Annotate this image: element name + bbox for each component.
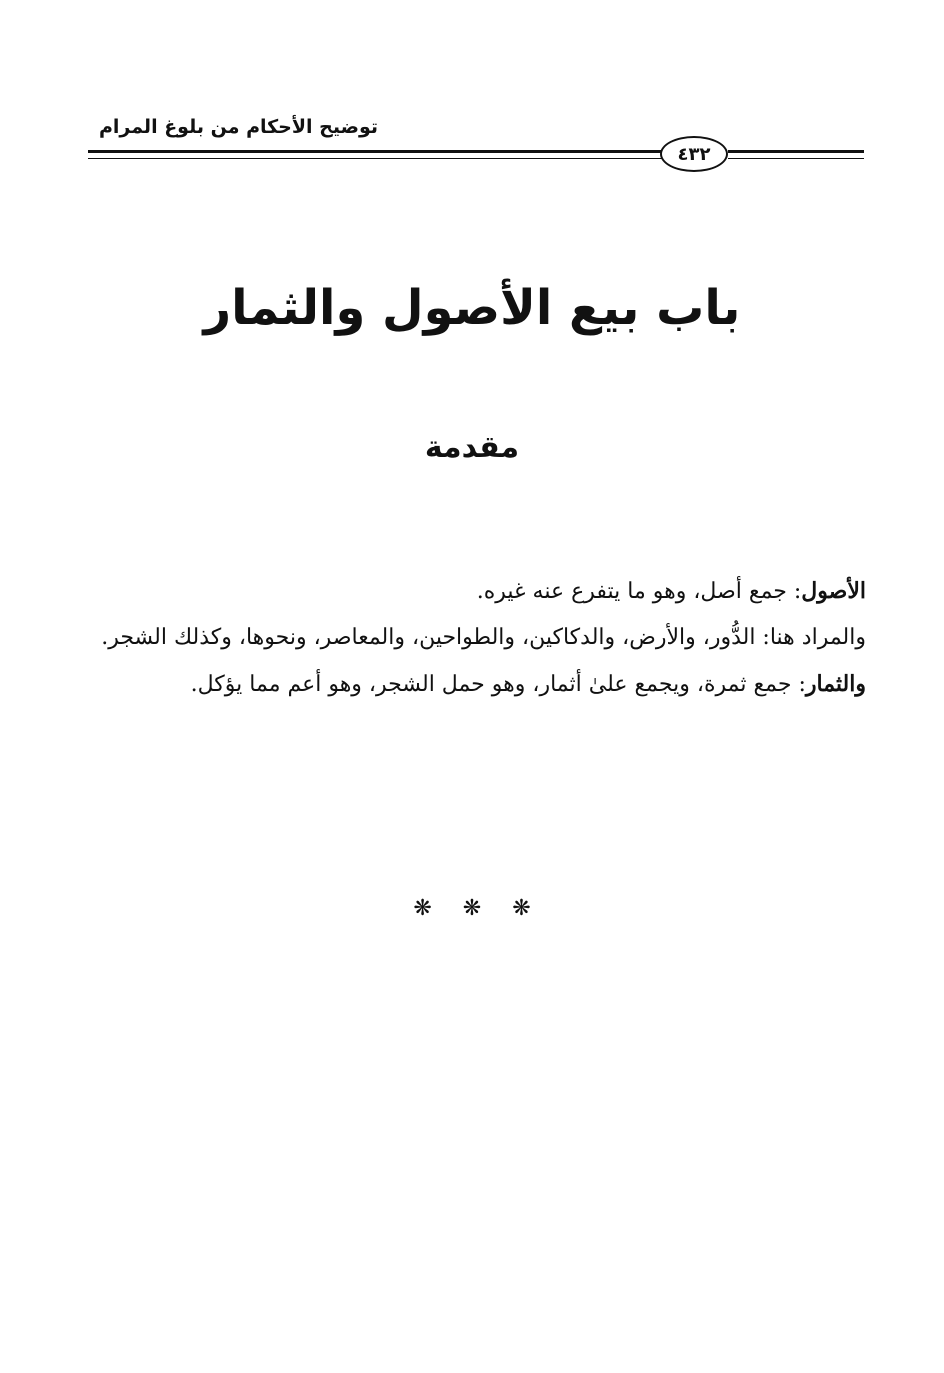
header-rule [88, 150, 662, 153]
term-thimar: والثمار [805, 671, 866, 697]
chapter-title: باب بيع الأصول والثمار [203, 280, 741, 336]
paragraph-usool [90, 568, 866, 615]
term-usool: الأصول [801, 578, 866, 604]
header-rule-right-thin [728, 158, 864, 159]
section-separator: ❋ ❋ ❋ [413, 896, 531, 921]
paragraph-meaning [90, 615, 866, 661]
running-title: توضيح الأحكام من بلوغ المرام [98, 116, 378, 138]
header-rule-thin [88, 158, 662, 159]
header-rule-right [728, 150, 864, 153]
section-title: مقدمة [424, 430, 520, 465]
page-header [88, 112, 864, 178]
definition-thimar: : جمع ثمرة، ويجمع علىٰ أثمار، وهو حمل الشجر، وهو أعم مما يؤكل. [190, 672, 806, 697]
definition-usool: : جمع أصل، وهو ما يتفرع عنه غيره. [476, 579, 802, 604]
paragraph-thimar [90, 661, 866, 708]
page-number: ٤٣٢ [660, 136, 728, 172]
body-text [90, 568, 866, 708]
meaning-text: والمراد هنا: الدُّور، والأرض، والدكاكين، والطواحين، والمعاصر، ونحوها، وكذلك الشجر. [101, 625, 866, 650]
